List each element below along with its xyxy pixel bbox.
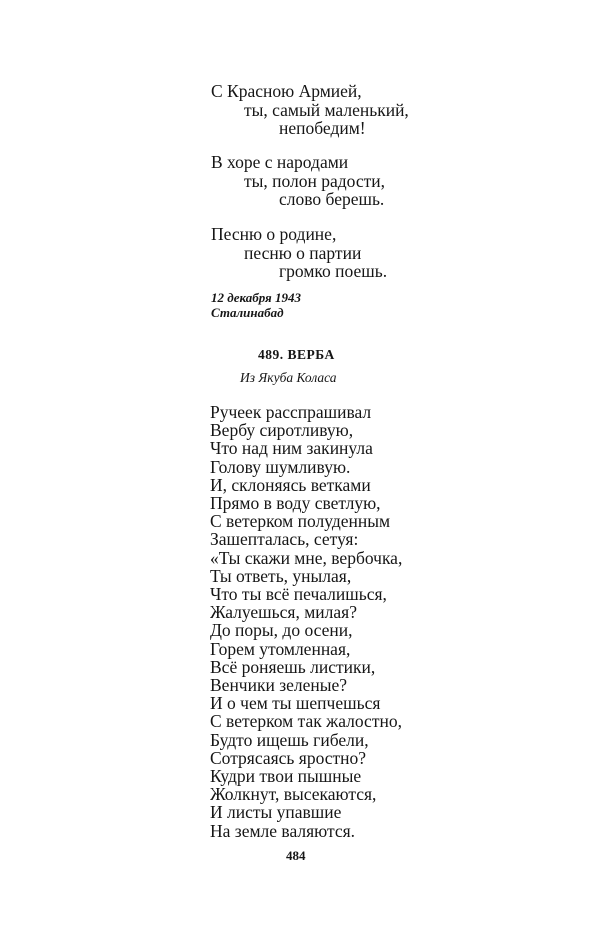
verse-line: Ручеек расспрашивал — [210, 402, 372, 422]
verse-line: Что над ним закинула — [210, 438, 373, 459]
verse-line: Вербу сиротливую, — [210, 420, 354, 441]
verse-line: Что ты всё печалишься, — [210, 584, 387, 604]
verse-line: Сотрясаясь яростно? — [210, 747, 367, 768]
verse-line: Песню о родине, — [211, 224, 337, 244]
verse-line: И листы упавшие — [210, 802, 342, 823]
verse-line: На земле валяются. — [210, 820, 356, 841]
verse-line: С ветерком так жалостно, — [210, 711, 402, 732]
poem-date: 12 декабря 1943 — [211, 290, 301, 305]
verse-line: До поры, до осени, — [210, 620, 353, 641]
verse-line: И о чем ты шепчешься — [210, 693, 381, 714]
poem-place: Сталинабад — [211, 305, 284, 320]
verse-line: Зашепталась, сетуя: — [210, 529, 359, 550]
verse-line: песню о партии — [244, 243, 362, 263]
verse-line: В хоре с народами — [211, 152, 349, 172]
verse-line: Кудри твои пышные — [210, 766, 362, 786]
page-number: 484 — [286, 848, 306, 863]
verse-line: Всё роняешь листики, — [210, 656, 376, 677]
verse-line: «Ты скажи мне, вербочка, — [210, 547, 403, 568]
verse-line: ты, самый маленький, — [244, 100, 409, 120]
verse-line: Прямо в воду светлую, — [210, 493, 381, 513]
verse-line: Жалуешься, милая? — [210, 602, 357, 623]
verse-line: непобедим! — [279, 118, 366, 138]
verse-line: С ветерком полуденным — [210, 511, 391, 532]
verse-line: Венчики зеленые? — [210, 675, 348, 695]
poem-subtitle: Из Якуба Коласа — [240, 370, 337, 385]
verse-line: С Красною Армией, — [211, 81, 362, 101]
verse-line: Горем утомленная, — [210, 638, 351, 659]
verse-line: громко поешь. — [279, 261, 388, 281]
verse-line: Будто ищешь гибели, — [210, 729, 369, 750]
verse-line: Ты ответь, унылая, — [210, 565, 352, 586]
verse-line: И, склоняясь ветками — [210, 474, 371, 495]
poem-title: 489. ВЕРБА — [258, 347, 335, 362]
verse-line: Жолкнут, высекаются, — [210, 784, 377, 805]
verse-line: Голову шумливую. — [210, 456, 351, 477]
verse-line: ты, полон радости, — [244, 171, 386, 191]
verse-line: слово берешь. — [279, 189, 385, 209]
